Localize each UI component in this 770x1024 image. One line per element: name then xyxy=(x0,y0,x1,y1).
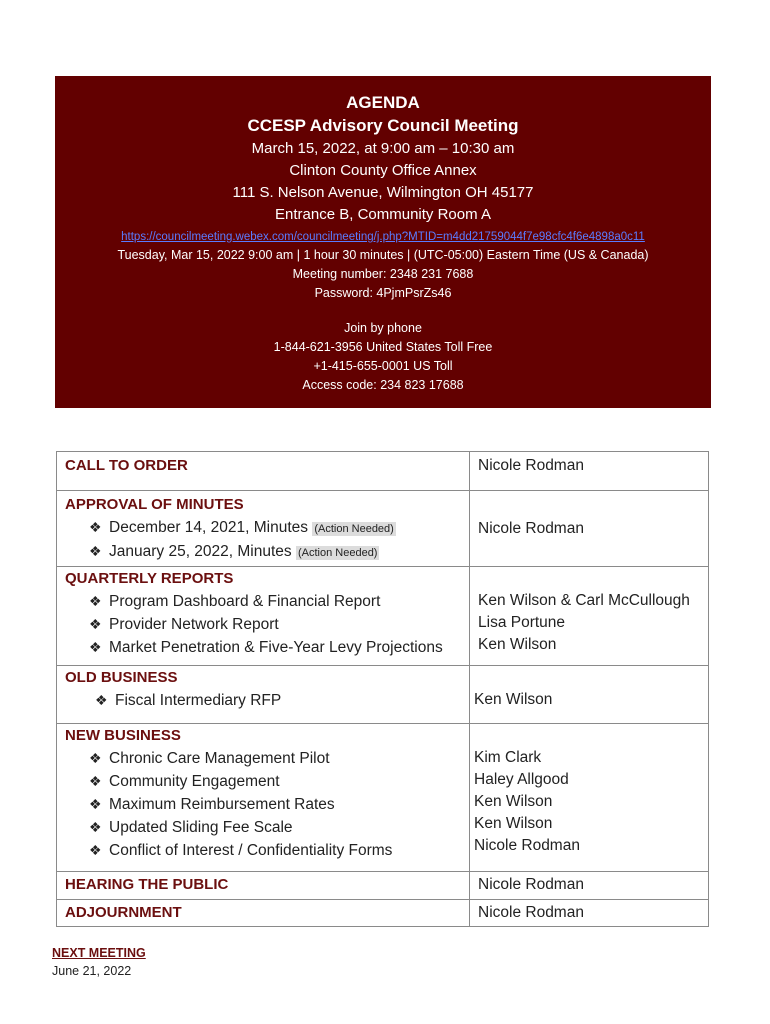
agenda-heading: AGENDA xyxy=(346,93,420,112)
diamond-bullet-icon: ❖ xyxy=(89,616,102,632)
list-item xyxy=(65,689,461,712)
phone-toll-free: 1-844-621-3956 United States Toll Free xyxy=(273,340,493,354)
presenter-cell xyxy=(470,491,709,567)
list-item xyxy=(65,747,461,770)
agenda-topic-cell xyxy=(57,900,470,927)
item-text: January 25, 2022, Minutes xyxy=(109,543,296,560)
item-text: Market Penetration & Five-Year Levy Projections xyxy=(109,639,443,656)
join-by-phone-label: Join by phone xyxy=(344,321,422,335)
diamond-bullet-icon: ❖ xyxy=(89,543,102,559)
section-heading: CALL TO ORDER xyxy=(65,457,188,474)
item-text: Program Dashboard & Financial Report xyxy=(109,593,381,610)
agenda-table xyxy=(56,451,709,927)
list-item xyxy=(65,636,461,659)
presenter-name: Ken Wilson xyxy=(474,793,553,810)
presenter-cell xyxy=(470,724,709,872)
meeting-room: Entrance B, Community Room A xyxy=(275,206,491,223)
agenda-topic-cell xyxy=(57,666,470,724)
agenda-row-adjournment xyxy=(57,900,709,927)
presenter-cell xyxy=(470,567,709,666)
list-item xyxy=(65,793,461,816)
webex-meeting-link[interactable]: https://councilmeeting.webex.com/councilmeeting/j.php?MTID=m4dd21759044f7e98cfc4f6e4898a0c11 xyxy=(121,231,645,243)
presenter-name: Nicole Rodman xyxy=(478,457,584,474)
meeting-number: Meeting number: 2348 231 7688 xyxy=(292,267,474,281)
presenter-cell xyxy=(470,900,709,927)
action-needed-tag: (Action Needed) xyxy=(297,547,378,559)
diamond-bullet-icon: ❖ xyxy=(89,750,102,766)
diamond-bullet-icon: ❖ xyxy=(89,593,102,609)
item-text: Maximum Reimbursement Rates xyxy=(109,796,335,813)
presenter-name: Ken Wilson xyxy=(478,636,557,653)
diamond-bullet-icon: ❖ xyxy=(95,692,108,708)
webex-time: Tuesday, Mar 15, 2022 9:00 am | 1 hour 30 minutes | (UTC-05:00) Eastern Time (US & Canada) xyxy=(117,248,649,262)
section-heading: APPROVAL OF MINUTES xyxy=(65,496,244,513)
list-item xyxy=(65,590,461,613)
section-heading: NEW BUSINESS xyxy=(65,727,181,744)
meeting-password: Password: 4PjmPsrZs46 xyxy=(314,286,452,300)
agenda-row-quarterly-reports xyxy=(57,567,709,666)
agenda-topic-cell xyxy=(57,452,470,491)
presenter-name: Nicole Rodman xyxy=(474,837,580,854)
presenter-name: Nicole Rodman xyxy=(478,876,584,893)
presenter-cell xyxy=(470,666,709,724)
agenda-row-old-business xyxy=(57,666,709,724)
presenter-cell xyxy=(470,452,709,491)
next-meeting-date: June 21, 2022 xyxy=(52,964,132,978)
agenda-row-new-business xyxy=(57,724,709,872)
list-item xyxy=(65,540,461,564)
diamond-bullet-icon: ❖ xyxy=(89,639,102,655)
section-heading: HEARING THE PUBLIC xyxy=(65,876,229,893)
item-text: December 14, 2021, Minutes xyxy=(109,519,313,536)
list-item xyxy=(65,770,461,793)
phone-toll: +1-415-655-0001 US Toll xyxy=(313,359,453,373)
section-heading: OLD BUSINESS xyxy=(65,669,178,686)
agenda-topic-cell xyxy=(57,491,470,567)
presenter-name: Haley Allgood xyxy=(474,771,569,788)
diamond-bullet-icon: ❖ xyxy=(89,773,102,789)
item-text: Provider Network Report xyxy=(109,616,279,633)
meeting-location-name: Clinton County Office Annex xyxy=(289,162,477,179)
presenter-name: Nicole Rodman xyxy=(478,904,584,921)
presenter-name: Nicole Rodman xyxy=(478,519,584,537)
meeting-title: CCESP Advisory Council Meeting xyxy=(247,116,519,135)
next-meeting-label: NEXT MEETING xyxy=(52,946,146,960)
meeting-address: 111 S. Nelson Avenue, Wilmington OH 45177 xyxy=(232,184,534,201)
item-text: Chronic Care Management Pilot xyxy=(109,750,330,767)
diamond-bullet-icon: ❖ xyxy=(89,819,102,835)
item-text: Updated Sliding Fee Scale xyxy=(109,819,293,836)
next-meeting xyxy=(52,944,146,980)
access-code: Access code: 234 823 17688 xyxy=(302,378,464,392)
list-item xyxy=(65,839,461,862)
presenter-name: Kim Clark xyxy=(474,749,542,766)
agenda-row-hearing-the-public xyxy=(57,872,709,900)
list-item xyxy=(65,516,461,540)
item-text: Community Engagement xyxy=(109,773,280,790)
agenda-topic-cell xyxy=(57,724,470,872)
agenda-row-approval-of-minutes xyxy=(57,491,709,567)
meeting-header-banner xyxy=(55,76,711,408)
presenter-cell xyxy=(470,872,709,900)
list-item xyxy=(65,613,461,636)
presenter-name: Lisa Portune xyxy=(478,614,566,631)
section-heading: ADJOURNMENT xyxy=(65,904,182,921)
agenda-row-call-to-order xyxy=(57,452,709,491)
diamond-bullet-icon: ❖ xyxy=(89,842,102,858)
list-item xyxy=(65,816,461,839)
diamond-bullet-icon: ❖ xyxy=(89,796,102,812)
presenter-name: Ken Wilson & Carl McCullough xyxy=(478,592,690,609)
section-heading: QUARTERLY REPORTS xyxy=(65,570,234,587)
item-text: Conflict of Interest / Confidentiality Forms xyxy=(109,842,393,859)
item-text: Fiscal Intermediary RFP xyxy=(115,692,282,709)
agenda-topic-cell xyxy=(57,567,470,666)
action-needed-tag: (Action Needed) xyxy=(314,523,394,535)
presenter-name: Ken Wilson xyxy=(474,691,553,708)
agenda-topic-cell xyxy=(57,872,470,900)
meeting-date-time: March 15, 2022, at 9:00 am – 10:30 am xyxy=(251,140,515,157)
presenter-name: Ken Wilson xyxy=(474,815,553,832)
diamond-bullet-icon: ❖ xyxy=(89,519,102,535)
